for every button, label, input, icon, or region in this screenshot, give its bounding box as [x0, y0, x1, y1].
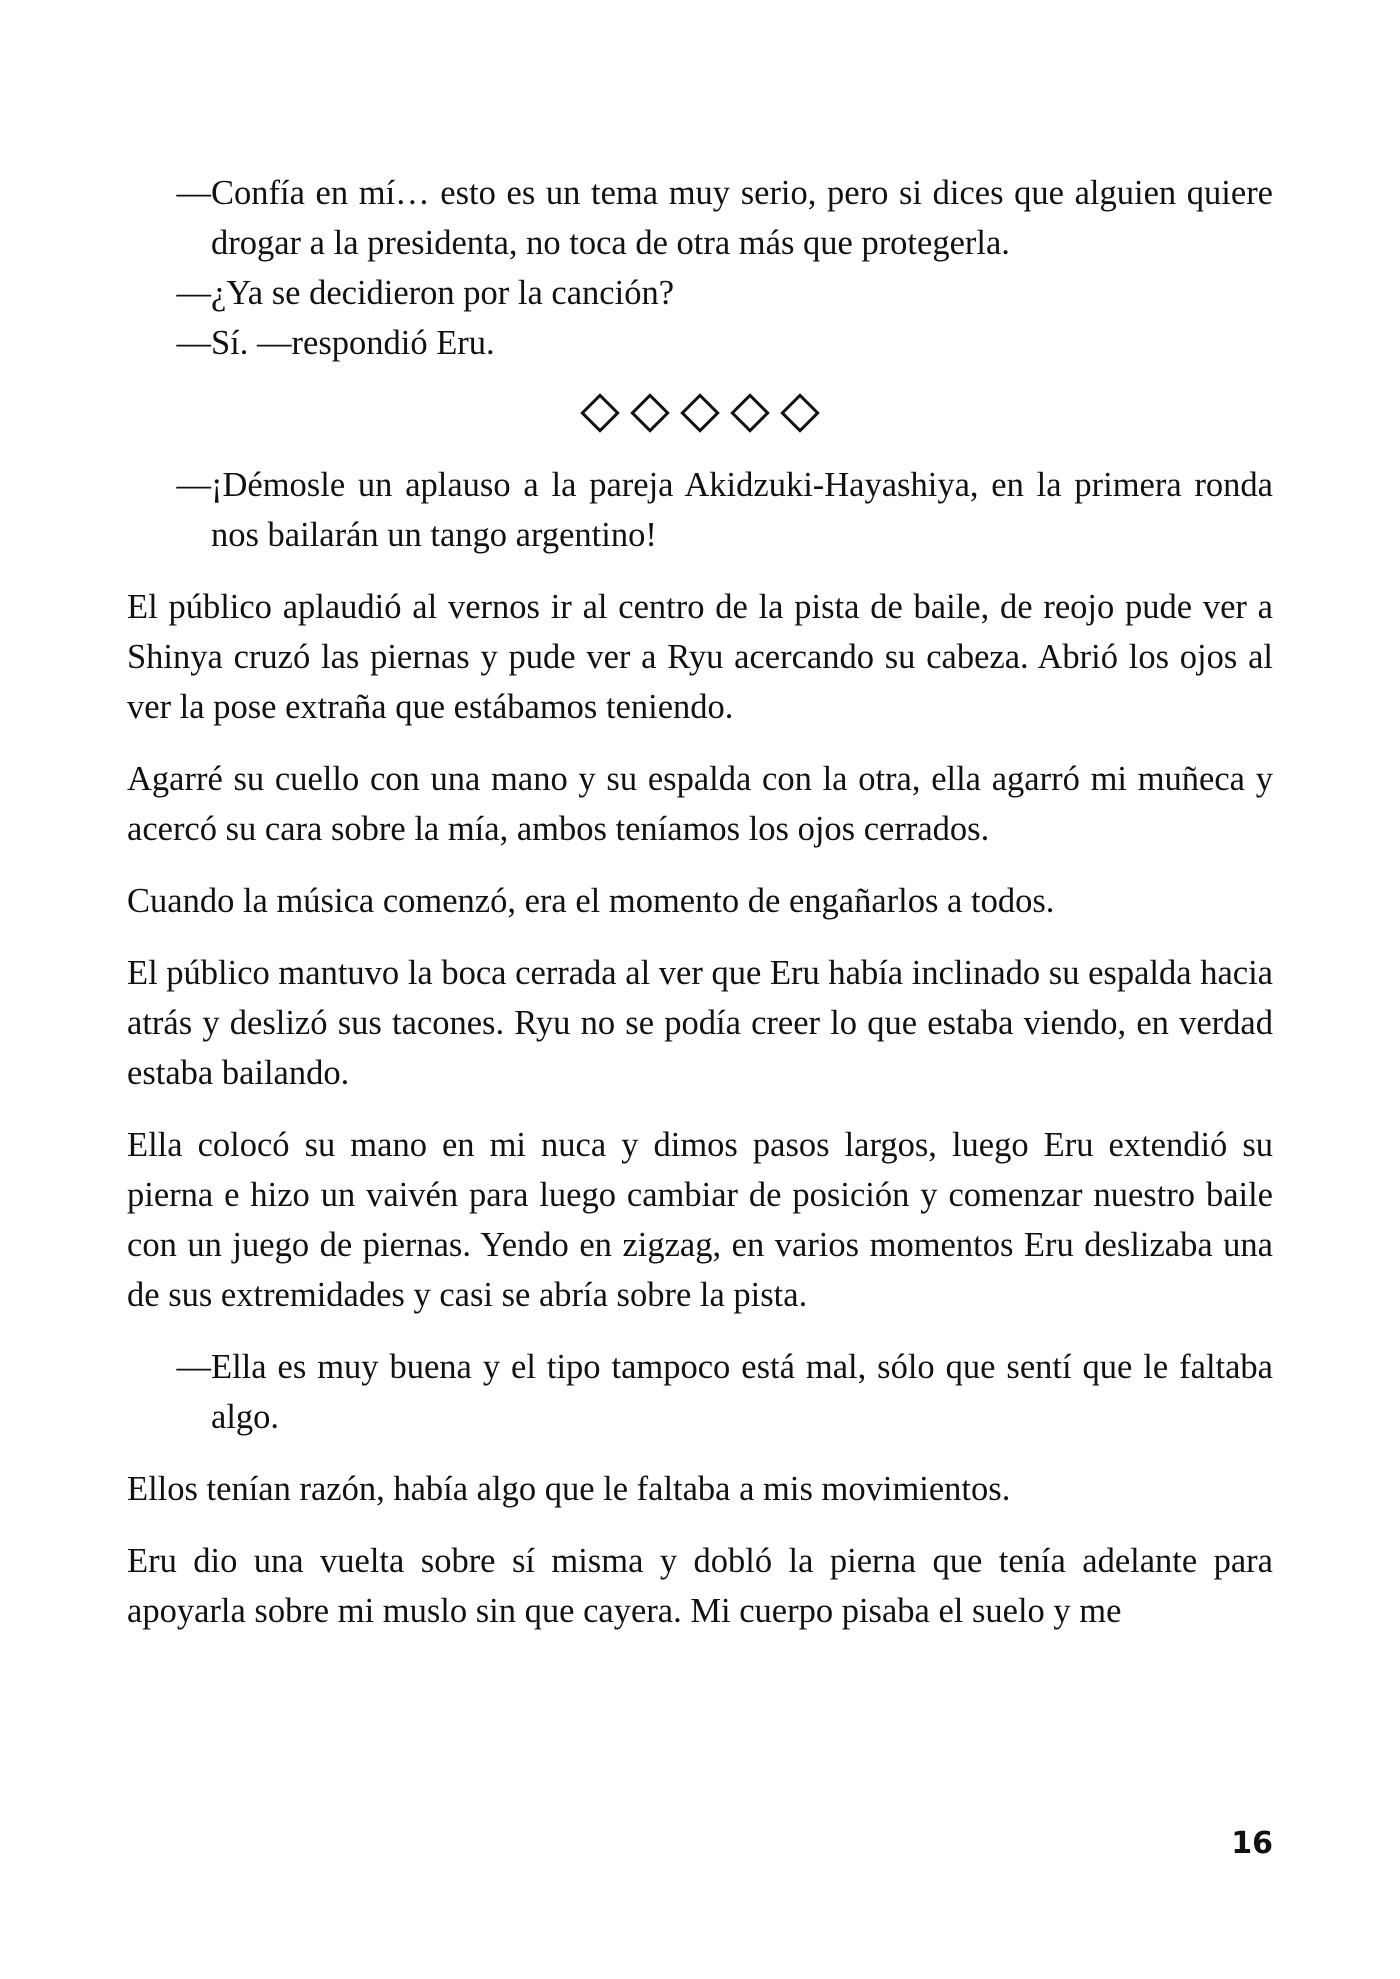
dialogue-text: ¿Ya se decidieron por la canción? — [211, 274, 675, 312]
diamond-icon — [680, 393, 720, 433]
paragraph: Ella colocó su mano en mi nuca y dimos pasos largos, luego Eru extendió su pierna e hizo un vaivén para luego cambiar de posición y comenzar nuestro baile con un juego de piernas. Yendo en zigzag, en varios momentos Eru deslizaba una de sus extremidades y casi se abría sobre la pista. — [127, 1126, 1273, 1314]
dialogue-dash: — — [176, 1348, 211, 1386]
dialogue-line — [127, 168, 1273, 268]
diamond-icon — [580, 393, 620, 433]
paragraph: Agarré su cuello con una mano y su espalda con la otra, ella agarró mi muñeca y acercó su cara sobre la mía, ambos teníamos los ojos cerrados. — [127, 760, 1273, 848]
dialogue-text: Confía en mí… esto es un tema muy serio, pero si dices que alguien quiere drogar a la presidenta, no toca de otra más que protegerla. — [211, 174, 1273, 262]
scene-separator — [127, 388, 1273, 438]
paragraph: Eru dio una vuelta sobre sí misma y dobló la pierna que tenía adelante para apoyarla sobre mi muslo sin que cayera. Mi cuerpo pisaba el suelo y me — [127, 1542, 1273, 1630]
dialogue-dash: — — [176, 324, 211, 362]
dialogue-dash: — — [176, 274, 211, 312]
dialogue-line — [127, 268, 1273, 318]
dialogue-dash: — — [176, 174, 211, 212]
paragraph: Ellos tenían razón, había algo que le faltaba a mis movimientos. — [127, 1470, 1011, 1508]
diamond-icon — [730, 393, 770, 433]
paragraph: El público aplaudió al vernos ir al centro de la pista de baile, de reojo pude ver a Shinya cruzó las piernas y pude ver a Ryu acercando su cabeza. Abrió los ojos al ver la pose extraña que estábamos teniendo. — [127, 588, 1273, 726]
page-body — [127, 168, 1273, 1636]
page-number: 16 — [1231, 1826, 1273, 1861]
diamond-icon — [630, 393, 670, 433]
dialogue-line — [127, 1342, 1273, 1442]
dialogue-dash: — — [176, 466, 211, 504]
dialogue-text: ¡Démosle un aplauso a la pareja Akidzuki-Hayashiya, en la primera ronda nos bailarán un tango argentino! — [211, 466, 1273, 554]
dialogue-text: Ella es muy buena y el tipo tampoco está mal, sólo que sentí que le faltaba algo. — [211, 1348, 1273, 1436]
paragraph: El público mantuvo la boca cerrada al ver que Eru había inclinado su espalda hacia atrás y deslizó sus tacones. Ryu no se podía creer lo que estaba viendo, en verdad estaba bailando. — [127, 954, 1273, 1092]
dialogue-line — [127, 318, 1273, 368]
dialogue-text: Sí. —respondió Eru. — [211, 324, 495, 362]
dialogue-line — [127, 460, 1273, 560]
paragraph: Cuando la música comenzó, era el momento de engañarlos a todos. — [127, 882, 1055, 920]
diamond-icon — [780, 393, 820, 433]
